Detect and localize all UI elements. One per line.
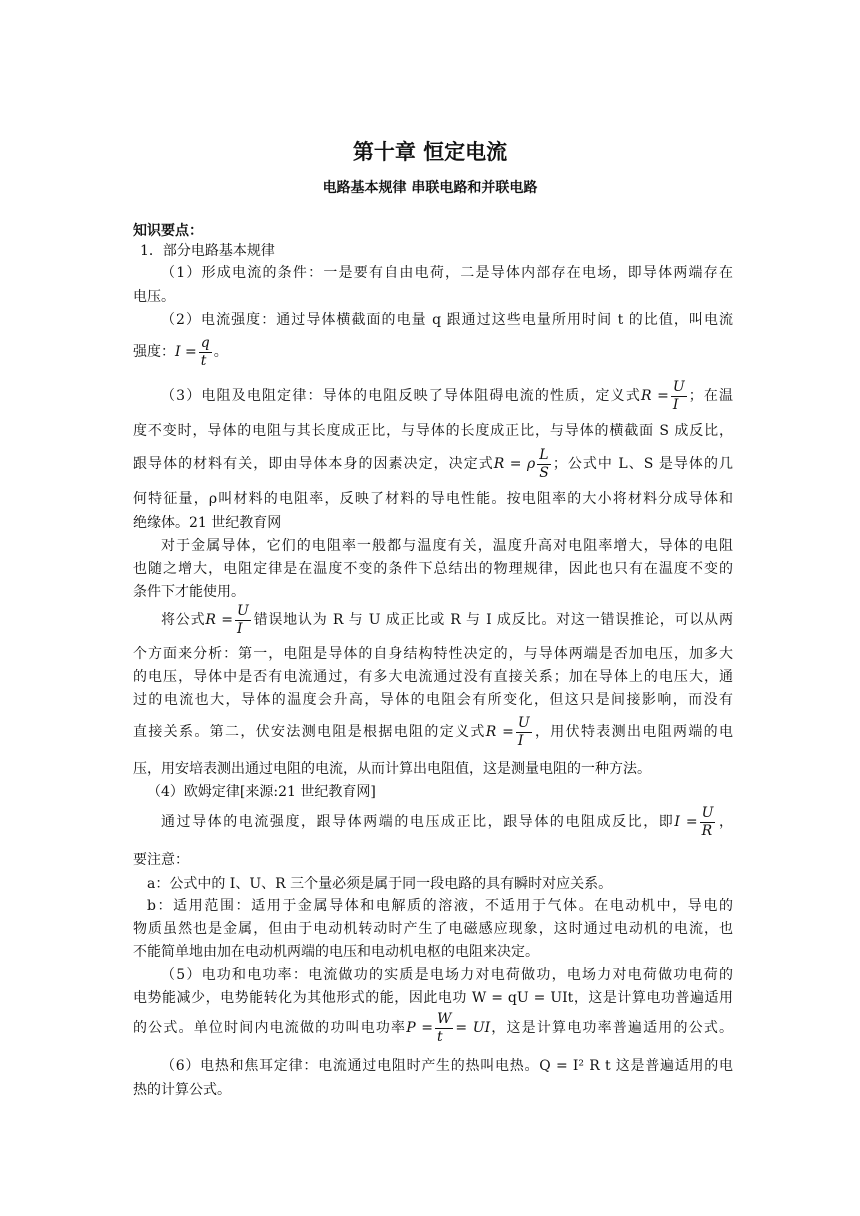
formula-lhs: I = xyxy=(175,344,197,360)
denominator: I xyxy=(671,396,687,414)
paragraph-line: 物质虽然也是金属，但由于电动机转动时产生了电磁感应现象，这时通过电动机的电流，也 xyxy=(133,921,733,937)
paragraph-line: （1）形成电流的条件：一是要有自由电荷，二是导体内部存在电场，即导体两端存在 xyxy=(161,265,733,281)
formula-lhs: R = ρ xyxy=(493,456,536,472)
fraction-u-over-r xyxy=(700,805,716,840)
formula-lhs: R = xyxy=(205,612,233,628)
paragraph-line: 要注意： xyxy=(133,852,189,868)
formula-line xyxy=(133,1008,733,1048)
paragraph-line: 压，用安培表测出通过电阻的电流，从而计算出电阻值，这是测量电阻的一种方法。 xyxy=(133,761,651,777)
paragraph-line: 度不变时，导体的电阻与其长度成正比，与导体的长度成正比，与导体的横截面 S 成反比， xyxy=(133,423,733,439)
denominator: R xyxy=(700,822,716,840)
fraction-u-over-i xyxy=(235,603,251,638)
numerator: U xyxy=(517,714,530,731)
formula-lhs: P = xyxy=(406,1020,434,1036)
knowledge-heading: 知识要点： xyxy=(133,223,203,239)
line-text: 错误地认为 R 与 U 成正比或 R 与 I 成反比。对这一错误推论，可以从两 xyxy=(252,612,733,628)
formula-line xyxy=(161,600,733,640)
paragraph-line: 个方面来分析：第一，电阻是导体的自身结构特性决定的，与导体两端是否加电压，加多大 xyxy=(133,646,733,662)
line-text: ，这是计算电功率普遍适用的公式。 xyxy=(490,1020,734,1036)
paragraph-line: 对于金属导体，它们的电阻率一般都与温度有关，温度升高对电阻率增大，导体的电阻 xyxy=(161,538,733,554)
line-text: ；在温 xyxy=(688,388,734,404)
fraction-q-over-t xyxy=(199,335,212,370)
denominator: S xyxy=(539,464,549,481)
line-text: ，用伏特表测出电阻两端的电 xyxy=(533,724,733,740)
numerator: U xyxy=(236,602,249,619)
formula-line xyxy=(133,444,733,484)
paragraph-line: 电压。 xyxy=(133,289,175,305)
paragraph-line: 的电压，导体中是否有电流通过，有多大电流通过没有直接关系；加在导体上的电压大，通 xyxy=(133,669,733,685)
paragraph-line: （6）电热和焦耳定律：电流通过电阻时产生的热叫电热。Q = I² R t 这是普遍适用的电 xyxy=(161,1058,733,1074)
numerator: U xyxy=(701,804,714,821)
paragraph-line: 不能简单地由加在电动机两端的电压和电动机电枢的电阻来决定。 xyxy=(133,944,539,960)
paragraph-line: 热的计算公式。 xyxy=(133,1082,231,1098)
fraction-u-over-i xyxy=(516,715,532,750)
formula-line xyxy=(133,712,733,752)
section-subtitle: 电路基本规律 串联电路和并联电路 xyxy=(322,180,538,196)
formula-line xyxy=(161,376,733,416)
numerator: q xyxy=(200,334,210,351)
numerator: L xyxy=(539,446,549,463)
line-text: ；公式中 L、S 是导体的几 xyxy=(552,456,733,472)
paragraph-line: a：公式中的 I、U、R 三个量必须是属于同一段电路的具有瞬时对应关系。 xyxy=(147,876,613,892)
line-text: 通过导体的电流强度，跟导体两端的电压成正比，跟导体的电阻成反比，即 xyxy=(161,814,675,830)
paragraph-line: b：适用范围：适用于金属导体和电解质的溶液，不适用于气体。在电动机中，导电的 xyxy=(147,898,733,914)
fraction-l-over-s xyxy=(537,447,551,482)
denominator: t xyxy=(199,352,212,370)
line-text: ， xyxy=(717,814,734,830)
formula-line xyxy=(161,802,733,842)
paragraph-line: 1．部分电路基本规律 xyxy=(140,243,275,259)
formula-line xyxy=(133,332,733,372)
paragraph-line: 电势能减少，电势能转化为其他形式的能，因此电功 W = qU = UIt，这是计算电功普遍适用 xyxy=(133,990,733,1006)
paragraph-line: （5）电功和电功率：电流做功的实质是电场力对电荷做功，电场力对电荷做功电荷的 xyxy=(161,967,733,983)
chapter-title: 第十章 恒定电流 xyxy=(352,140,508,164)
numerator: W xyxy=(437,1010,452,1027)
denominator: I xyxy=(516,732,532,750)
paragraph-line: （4）欧姆定律[来源:21 世纪教育网] xyxy=(147,784,376,800)
denominator: I xyxy=(235,620,251,638)
paragraph-line: 条件下才能使用。 xyxy=(133,584,245,600)
line-text: 强度： xyxy=(133,344,175,360)
formula-lhs: R = xyxy=(640,388,669,404)
line-text: 直接关系。第二，伏安法测电阻是根据电阻的定义式 xyxy=(133,724,486,740)
paragraph-line: 何特征量，ρ叫材料的电阻率，反映了材料的导电性能。按电阻率的大小将材料分成导体和 xyxy=(133,491,733,507)
formula-lhs: R = xyxy=(485,724,514,740)
line-text: 将公式 xyxy=(161,612,206,628)
paragraph-line: 过的电流也大，导体的温度会升高，导体的电阻会有所变化，但这只是间接影响，而没有 xyxy=(133,692,733,708)
fraction-w-over-t xyxy=(435,1011,453,1046)
line-text: 跟导体的材料有关，即由导体本身的因素决定，决定式 xyxy=(133,456,494,472)
denominator: t xyxy=(435,1028,453,1046)
line-text: 的公式。单位时间内电流做的功叫电功率 xyxy=(133,1020,407,1036)
formula-lhs: I = xyxy=(674,814,698,830)
paragraph-line: 也随之增大，电阻定律是在温度不变的条件下总结出的物理规律，因此也只有在温度不变的 xyxy=(133,561,733,577)
paragraph-line: （2）电流强度：通过导体横截面的电量 q 跟通过这些电量所用时间 t 的比值，叫电流 xyxy=(161,312,733,328)
formula-rhs: = UI xyxy=(455,1020,491,1036)
fraction-u-over-i xyxy=(671,379,687,414)
paragraph-line: 绝缘体。21 世纪教育网 xyxy=(133,515,282,531)
numerator: U xyxy=(672,378,685,395)
line-text: （3）电阻及电阻定律：导体的电阻反映了导体阻碍电流的性质，定义式 xyxy=(161,388,641,404)
line-text: 。 xyxy=(213,344,228,360)
